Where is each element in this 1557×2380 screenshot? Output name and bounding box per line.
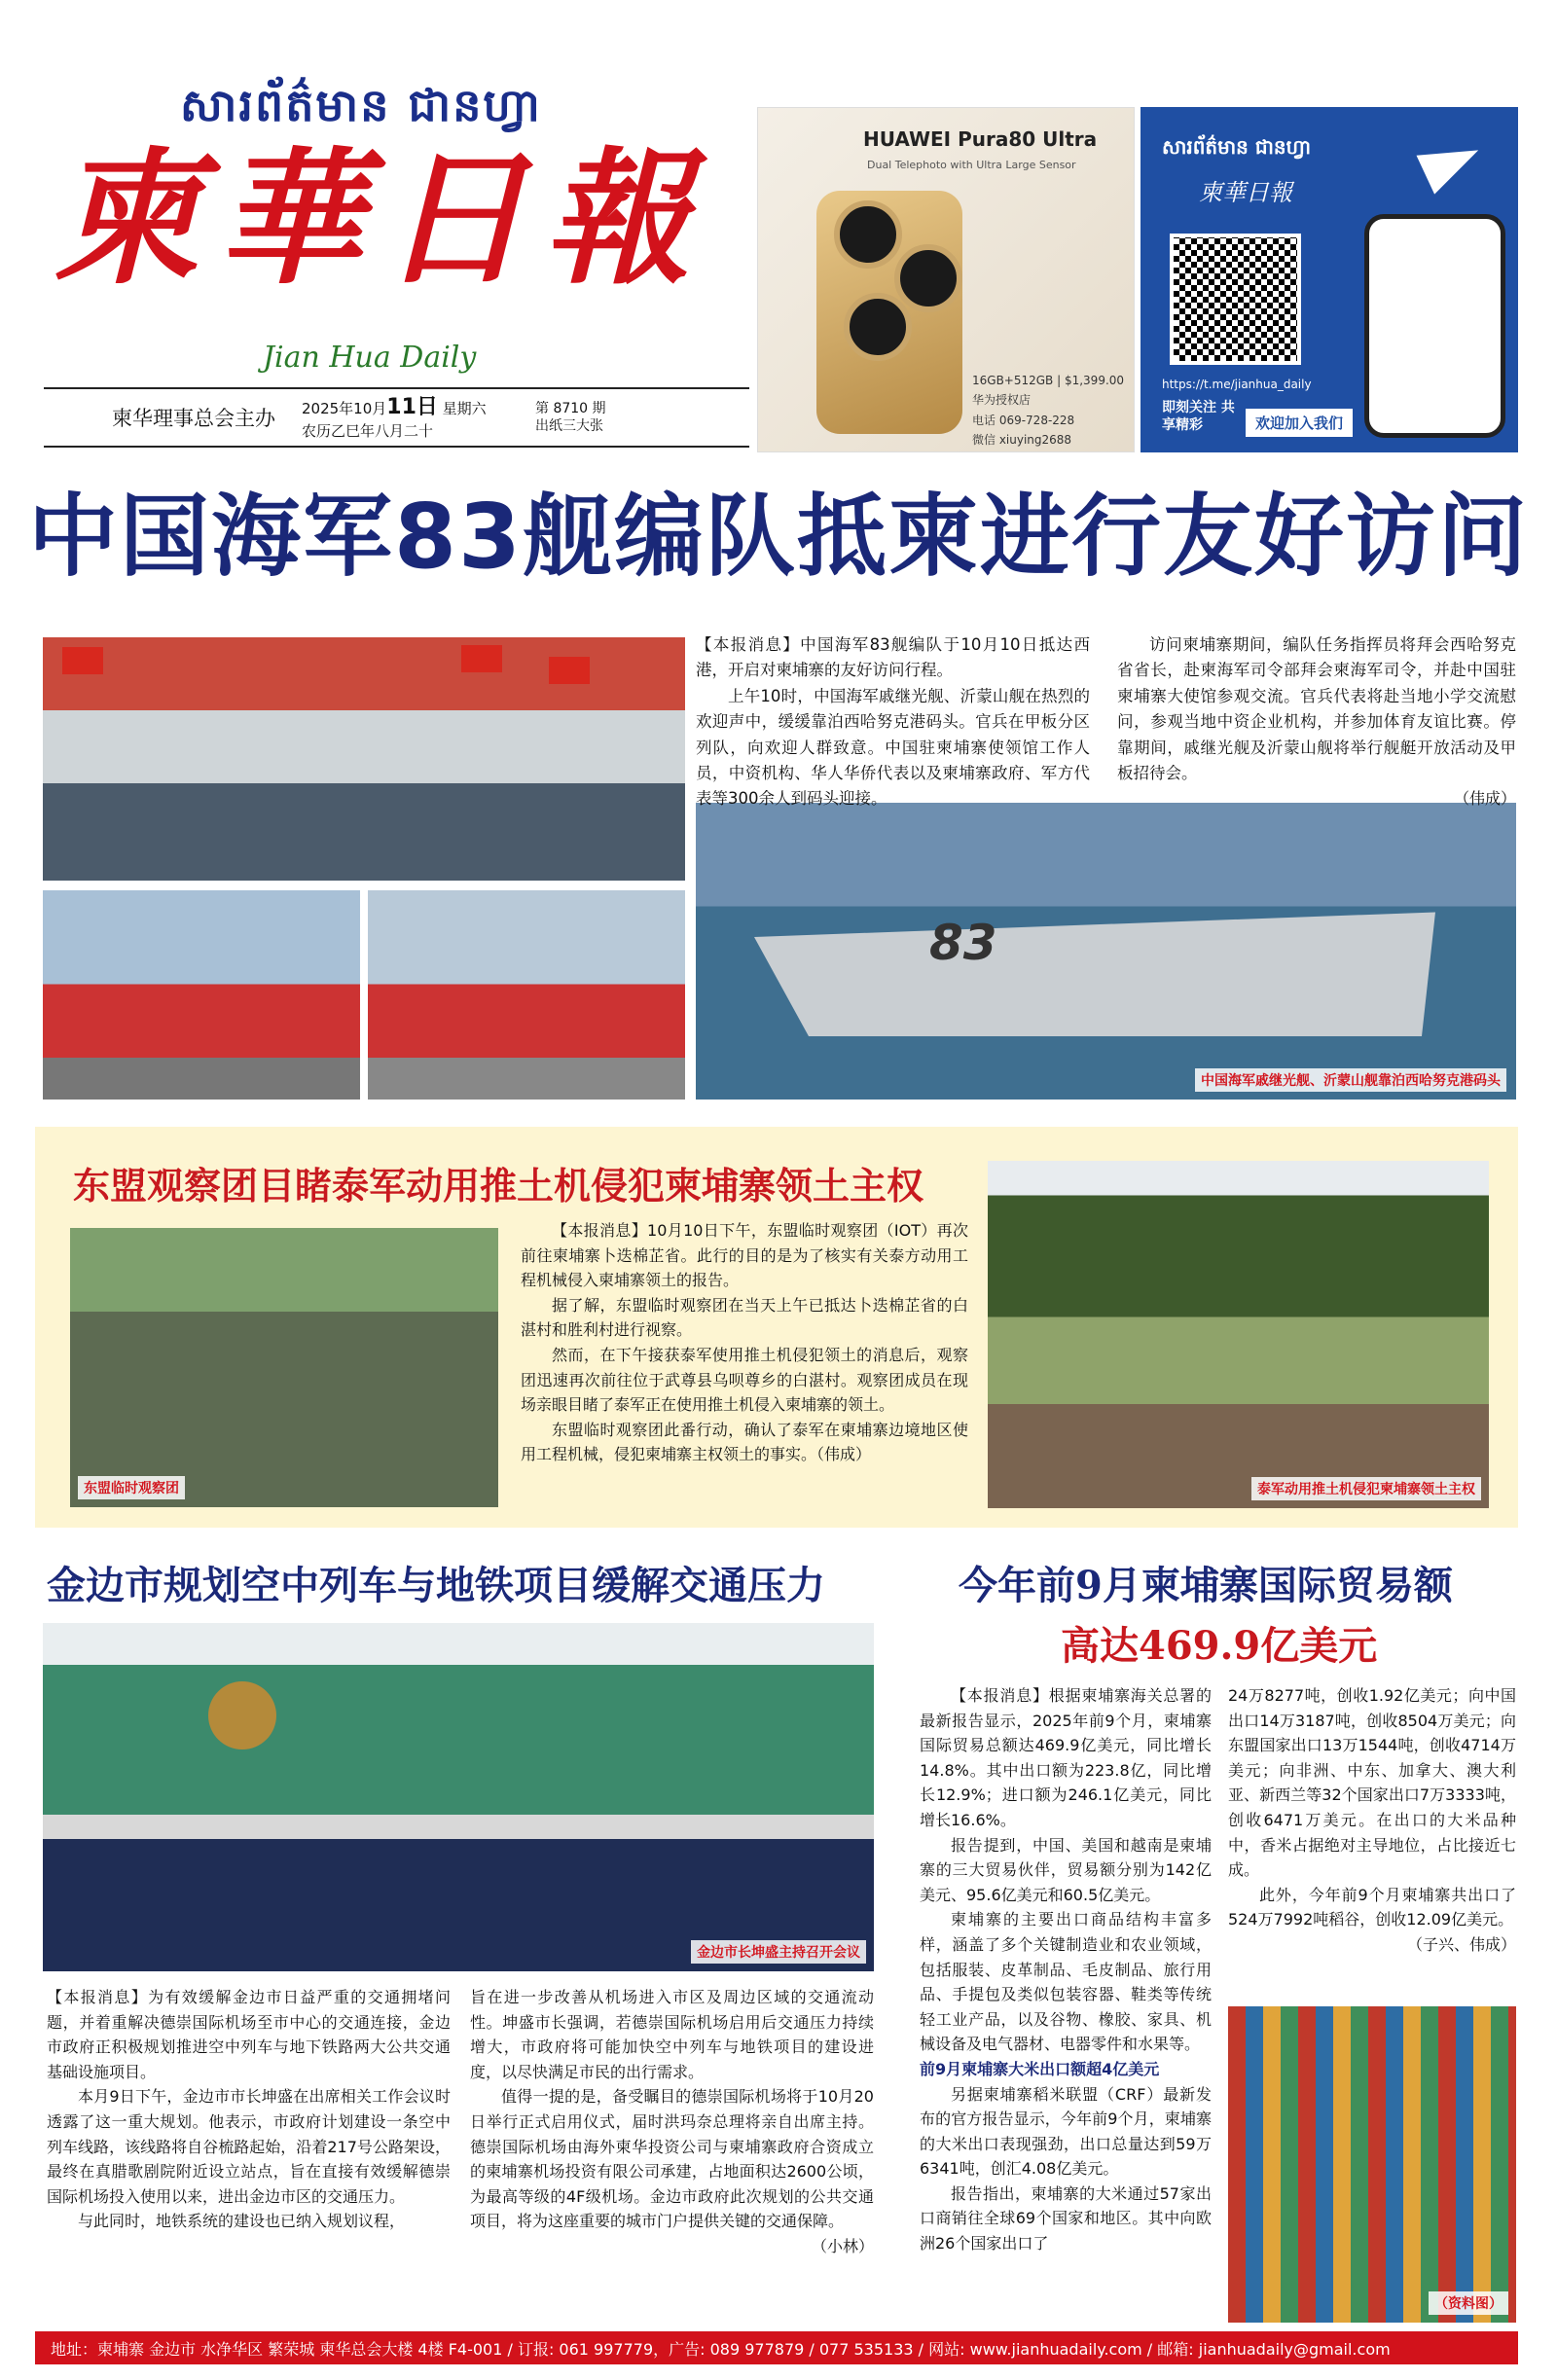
observer-team-photo [70,1228,498,1507]
meeting-photo [43,1623,874,1971]
trade-byline: （子兴、伟成） [1406,1934,1516,1954]
qr-code-icon[interactable] [1170,234,1301,365]
huawei-contact [972,371,1124,451]
bulldozer-photo [988,1161,1489,1508]
telegram-ad[interactable] [1141,107,1518,452]
metro-column-1 [47,1985,451,2234]
metro-byline: （小林） [811,2236,874,2255]
camera-lens-icon [844,293,912,361]
trade-para: 柬埔寨的主要出口商品结构丰富多样，涵盖了多个关键制造业和农业领域，包括服装、皮革制品、毛皮制品、旅行用品、手提包及类似包装容器、鞋类等传统轻工业产品，以及谷物、橡胶、家具、机械设备及电气器材、电器零件和水果等。 [920,1910,1212,2054]
telegram-khmer: សារព័ត៌មាន ជានហ្វា [1162,135,1311,159]
trade-column-2 [1228,1683,1516,1958]
trade-para: 此外，今年前9个月柬埔寨共出口了524万7992吨稻谷，创收12.09亿美元。 [1228,1885,1516,1929]
issue-number: 第 8710 期 [535,400,606,416]
meeting-caption: 金边市长坤盛主持召开会议 [691,1940,866,1964]
lunar-date: 农历乙巳年八月二十 [302,421,434,440]
page-count: 出纸三大张 [535,418,603,434]
metro-para: 值得一提的是，备受瞩目的德崇国际机场将于10月20日举行正式启用仪式，届时洪玛奈总理将亲自出席主持。德崇国际机场由海外柬华投资公司与柬埔寨政府合资成立的柬埔寨机场投资有限公司承建，占地面积达2600公顷，为最高等级的4F级机场。金边市政府此次规划的公共交通项目，将为这座重要的城市门户提供关键的交通保障。 [470,2087,874,2231]
welcome-label: 欢迎加入我们 [1246,409,1353,437]
asean-text [521,1218,968,1467]
trade-para: 报告提到，中国、美国和越南是柬埔寨的三大贸易伙伴，贸易额分别为142亿美元、95.6亿美元和60.5亿美元。 [920,1835,1212,1904]
huawei-tagline: Dual Telephoto with Ultra Large Sensor [867,159,1076,171]
bulldozer-caption: 泰军动用推土机侵犯柬埔寨领土主权 [1251,1477,1481,1500]
trade-para: 报告指出，柬埔寨的大米通过57家出口商销往全球69个国家和地区。其中向欧洲26个国家出口了 [920,2183,1212,2254]
lead-headline: 中国海军83舰编队抵柬进行友好访问 [27,485,1530,589]
metro-column-2 [470,1985,874,2259]
asean-headline: 东盟观察团目睹泰军动用推土机侵犯柬埔寨领土主权 [73,1164,924,1208]
huawei-price: 16GB+512GB | $1,399.00 [972,374,1125,387]
masthead-info-bar [44,387,749,448]
container-port-photo [1228,2006,1516,2323]
welcome-ceremony-photo [43,637,685,881]
port-caption: （资料图） [1429,2291,1508,2315]
masthead-pinyin: Jian Hua Daily [263,341,477,375]
lead-para: 访问柬埔寨期间，编队任务指挥员将拜会西哈努克省省长，赴柬海军司令部拜会柬海军司令，并赴中国驻柬埔寨大使馆参观交流。官兵代表将赴当地小学交流慰问，参观当地中资企业机构，并参加体育友谊比赛。停靠期间，戚继光舰及沂蒙山舰将举行舰艇开放活动及甲板招待会。 [1117,635,1516,782]
metro-para: 旨在进一步改善从机场进入市区及周边区域的交通流动性。坤盛市长强调，若德崇国际机场启用后交通压力持续增大，市政府将可能加快空中列车与地铁项目的建设进度，以尽快满足市民的出行需求。 [470,1988,874,2081]
follow-label: 即刻关注 共享精彩 [1162,400,1235,434]
trade-para: 24万8277吨，创收1.92亿美元；向中国出口14万3187吨，创收8504万美元；向东盟国家出口13万1544吨，创收4714万美元；向非洲、中东、加拿大、澳大利亚、新西兰等32个国家出口7万3333吨，创收6471万美元。在出口的大米品种中，香米占据绝对主导地位，占比接近七成。 [1228,1686,1516,1880]
metro-para: 与此同时，地铁系统的建设也已纳入规划议程， [78,2212,406,2231]
huawei-phone: 电话 069-728-228 [972,413,1075,427]
warship-caption: 中国海军戚继光舰、沂蒙山舰靠泊西哈努克港码头 [1195,1068,1506,1092]
observer-caption: 东盟临时观察团 [78,1476,185,1499]
camera-lens-icon [834,200,902,269]
huawei-ad[interactable] [757,107,1135,452]
lead-column-1 [696,632,1090,812]
warship-photo [696,803,1516,1100]
lead-column-2 [1117,632,1516,811]
metro-headline: 金边市规划空中列车与地铁项目缓解交通压力 [47,1563,825,1608]
warship-hull [754,871,1435,1036]
masthead-khmer-name: សារព័ត៌មាន ជានហ្វា [180,79,542,131]
asean-para: 【本报消息】10月10日下午，东盟临时观察团（IOT）再次前往柬埔寨卜迭棉芷省。此行的目的是为了核实有关泰方动用工程机械侵入柬埔寨领土的报告。 [521,1221,968,1290]
trade-para: 另据柬埔寨稻米联盟（CRF）最新发布的官方报告显示，今年前9个月，柬埔寨的大米出口表现强劲，出口总量达到59万6341吨，创汇4.08亿美元。 [920,2084,1212,2179]
camera-lens-icon [894,244,962,312]
lead-para: 【本报消息】中国海军83舰编队于10月10日抵达西港，开启对柬埔寨的友好访问行程。 [696,635,1090,680]
telegram-plane-icon [1417,130,1488,194]
metro-para: 【本报消息】为有效缓解金边市日益严重的交通拥堵问题，并着重解决德崇国际机场至市中心的交通连接，金边市政府正积极规划推进空中列车与地下铁路两大公共交通基础设施项目。 [47,1988,451,2081]
date-box [302,394,535,441]
crowd-photo-left [43,890,360,1100]
date-weekday: 星期六 [442,399,487,417]
masthead-chinese-name: 柬華日報 [54,133,708,305]
date-prefix: 2025年10月 [302,399,387,417]
telegram-chinese: 柬華日報 [1199,179,1292,206]
asean-para: 据了解，东盟临时观察团在当天上午已抵达卜迭棉芷省的白湛村和胜利村进行视察。 [521,1295,968,1340]
rice-subhead: 前9月柬埔寨大米出口额超4亿美元 [920,2059,1160,2078]
metro-para: 本月9日下午，金边市市长坤盛在出席相关工作会议时透露了这一重大规划。他表示，市政府计划建设一条空中列车线路，该线路将自谷梳路起始，沿着217号公路架设，最终在真腊歌剧院附近设立站点，旨在直接有效缓解德崇国际机场投入使用以来，进出金边市区的交通压力。 [47,2087,451,2206]
asean-para: 东盟临时观察团此番行动，确认了泰军在柬埔寨边境地区使用工程机械，侵犯柬埔寨主权领土的事实。（伟成） [521,1420,968,1464]
trade-para: 【本报消息】根据柬埔寨海关总署的最新报告显示，2025年前9个月，柬埔寨国际贸易总额达469.9亿美元，同比增长14.8%。其中出口额为223.8亿，同比增长12.9%；进口额为246.1亿美元，同比增长16.6%。 [920,1686,1212,1829]
flag-icon [461,645,502,672]
huawei-brand: HUAWEI Pura80 Ultra [863,127,1098,151]
emblem-icon [208,1681,276,1749]
huawei-wechat: 微信 xiuying2688 [972,433,1072,448]
flag-icon [62,647,103,674]
asean-para: 然而，在下午接获泰军使用推土机侵犯领土的消息后，观察团迅速再次前往位于武尊县乌呗尊乡的白湛村。观察团成员在现场亲眼目睹了泰军正在使用推土机侵入柬埔寨的领土。 [521,1345,968,1415]
hull-number: 83 [929,915,997,971]
issue-box [535,400,730,435]
trade-headline: 今年前9月柬埔寨国际贸易额 [959,1563,1453,1608]
huawei-shop: 华为授权店 [972,393,1032,408]
telegram-url[interactable]: https://t.me/jianhua_daily [1162,378,1312,391]
crowd-photo-right [368,890,685,1100]
lead-para: 上午10时，中国海军戚继光舰、沂蒙山舰在热烈的欢迎声中，缓缓靠泊西哈努克港码头。官兵在甲板分区列队，向欢迎人群致意。中国驻柬埔寨使领馆工作人员，中资机构、华人华侨代表以及柬埔寨政府、军方代表等300余人到码头迎接。 [696,686,1090,809]
lead-byline: （伟成） [1453,789,1516,809]
phone-screen-image [1364,214,1505,438]
date-day: 11日 [386,394,438,419]
sponsor-label: 柬华理事总会主办 [112,407,275,430]
footer-bar: 地址：柬埔寨 金边市 水净华区 繁荣城 柬华总会大楼 4楼 F4-001 / 订报: 061 997779，广告: 089 977879 / 077 535133 / 网站: www.jianhuadaily.com / 邮箱: jianhuadaily@gmail.com [35,2331,1518,2364]
trade-subheadline: 高达469.9亿美元 [1061,1623,1378,1669]
trade-column-1 [920,1683,1212,2256]
flag-icon [549,657,590,684]
